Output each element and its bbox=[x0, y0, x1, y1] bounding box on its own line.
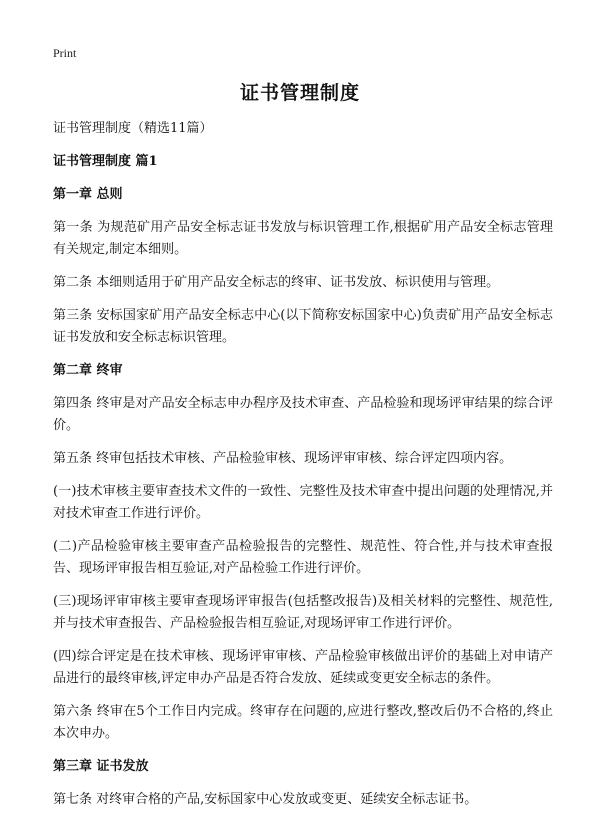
list-item-1: (一)技术审核主要审查技术文件的一致性、完整性及技术审查中提出问题的处理情况,并对技术审查工作进行评价。 bbox=[53, 484, 553, 521]
article-7: 第七条 对终审合格的产品,安标国家中心发放或变更、延续安全标志证书。 bbox=[53, 792, 478, 807]
article-3: 第三条 安标国家矿用产品安全标志中心(以下简称安标国家中心)负责矿用产品安全标志证书发放和安全标志标识管理。 bbox=[53, 308, 553, 345]
article-2: 第二条 本细则适用于矿用产品安全标志的终审、证书发放、标识使用与管理。 bbox=[53, 275, 500, 290]
subtitle: 证书管理制度（精选11篇） bbox=[53, 121, 213, 136]
section-heading: 证书管理制度 篇1 bbox=[53, 154, 158, 169]
chapter-heading-2: 第二章 终审 bbox=[53, 363, 123, 378]
list-item-3: (三)现场评审审核主要审查现场评审报告(包括整改报告)及相关材料的完整性、规范性,并与技术审查报告、产品检验报告相互验证,对现场评审工作进行评价。 bbox=[53, 594, 553, 631]
list-item-2: (二)产品检验审核主要审查产品检验报告的完整性、规范性、符合性,并与技术审查报告、现场评审报告相互验证,对产品检验工作进行评价。 bbox=[53, 539, 553, 576]
list-item-4: (四)综合评定是在技术审核、现场评审审核、产品检验审核做出评价的基础上对申请产品进行的最终审核,评定申办产品是否符合发放、延续或变更安全标志的条件。 bbox=[53, 649, 553, 686]
chapter-heading-3: 第三章 证书发放 bbox=[53, 759, 149, 774]
chapter-heading-1: 第一章 总则 bbox=[53, 187, 123, 202]
article-1: 第一条 为规范矿用产品安全标志证书发放与标识管理工作,根据矿用产品安全标志管理有关规定,制定本细则。 bbox=[53, 220, 553, 257]
article-4: 第四条 终审是对产品安全标志申办程序及技术审查、产品检验和现场评审结果的综合评价。 bbox=[53, 396, 553, 433]
article-6: 第六条 终审在5个工作日内完成。终审存在问题的,应进行整改,整改后仍不合格的,终止本次申办。 bbox=[53, 704, 553, 741]
article-5: 第五条 终审包括技术审核、产品检验审核、现场评审审核、综合评定四项内容。 bbox=[53, 451, 513, 466]
article-body bbox=[53, 118, 553, 822]
page-title: 证书管理制度 bbox=[239, 82, 360, 104]
print-link[interactable]: Print bbox=[53, 46, 77, 60]
